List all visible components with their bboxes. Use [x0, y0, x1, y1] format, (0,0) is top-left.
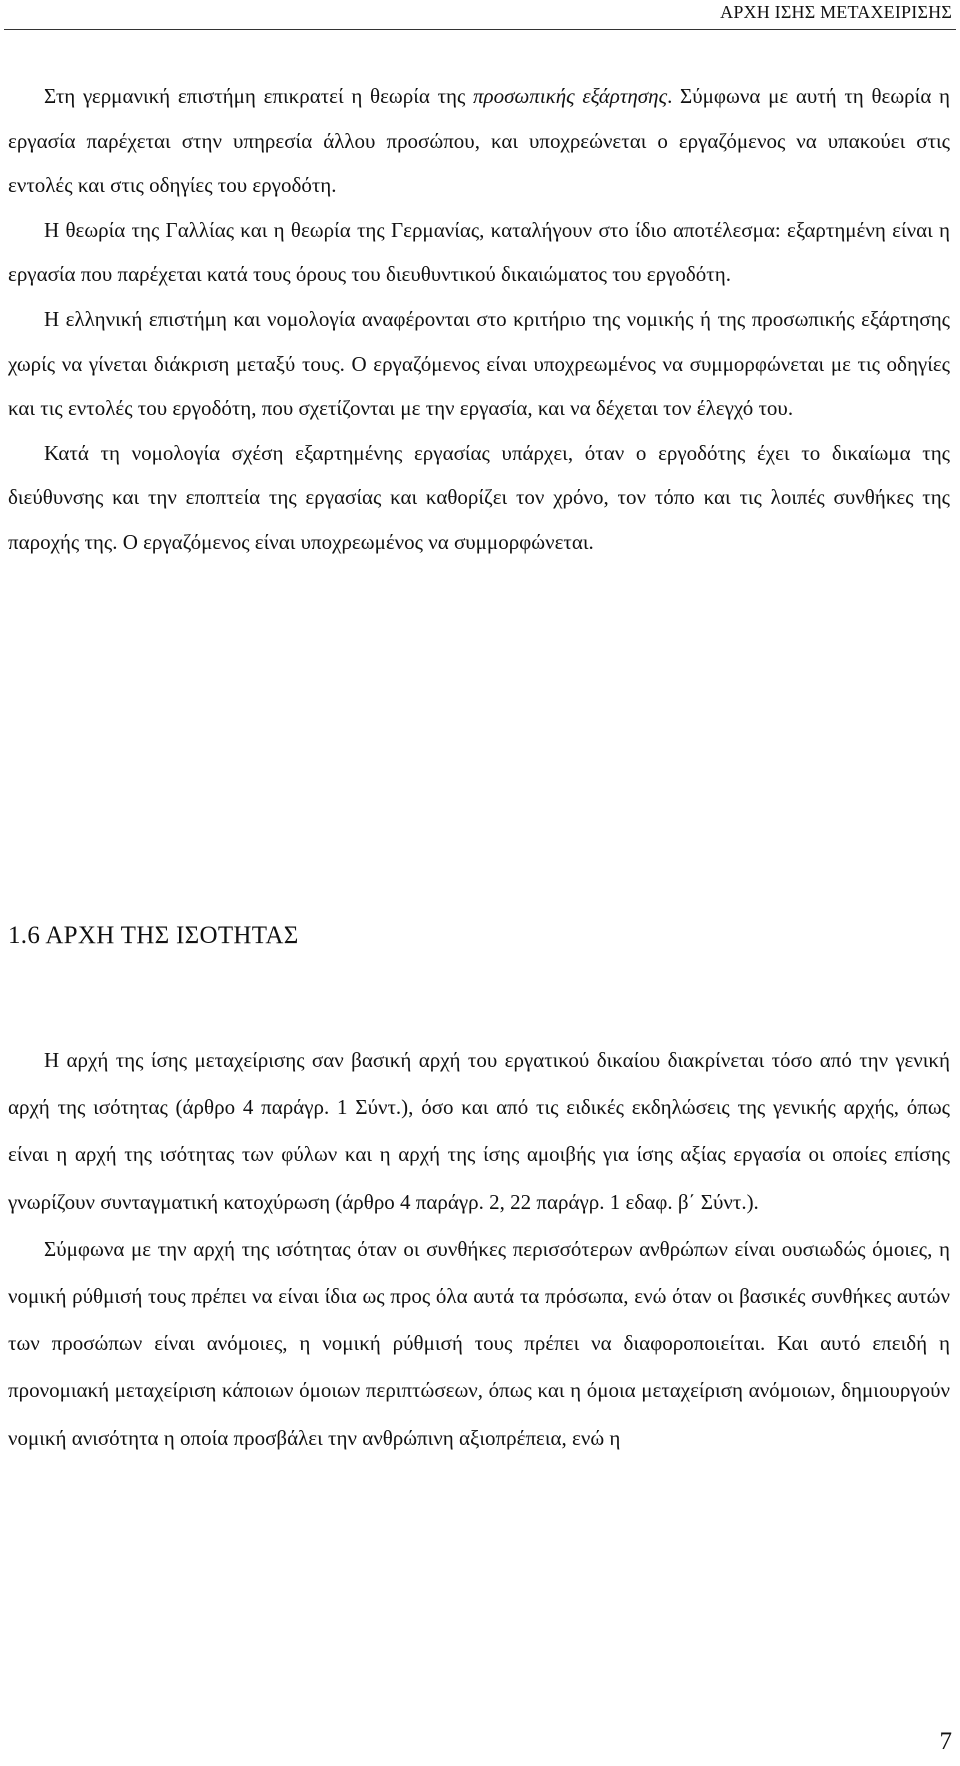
section-title: 1.6 ΑΡΧΗ ΤΗΣ ΙΣΟΤΗΤΑΣ: [8, 922, 299, 949]
paragraph-equal-treatment: Η αρχή της ίσης μεταχείρισης σαν βασική αρχή του εργατικού δικαίου διακρίνεται τόσο από την γενική αρχή της ισότητας (άρθρο 4 παράγρ. 1 Σύντ.), όσο και από τις ειδικές εκδηλώσεις της γενικής αρχής, όπως είναι η αρχή της ισότητας των φύλων και η αρχή της ίσης αμοιβής για ίσης αξίας εργασία οι οποίες επίσης γνωρίζουν συνταγματική κατοχύρωση (άρθρο 4 παράγρ. 2, 22 παράγρ. 1 εδαφ. β΄ Σύντ.).: [8, 1048, 950, 1214]
header-rule: [4, 29, 956, 30]
paragraph-equality-principle: Σύμφωνα με την αρχή της ισότητας όταν οι συνθήκες περισσότερων ανθρώπων είναι ουσιωδώς όμοιες, η νομική ρύθμισή τους πρέπει να είναι ίδια ως προς όλα αυτά τα πρόσωπα, ενώ όταν οι βασικές συνθήκες αυτών των προσώπων είναι ανόμοιες, η νομική ρύθμισή τους πρέπει να διαφοροποιείται. Και αυτό επειδή η προνομιακή μεταχείριση κάποιων όμοιων περιπτώσεων, όπως και η όμοια μεταχείριση ανόμοιων, δημιουργούν νομική ανισότητα η οποία προσβάλει την ανθρώπινη αξιοπρέπεια, ενώ η: [8, 1236, 950, 1450]
intro-text: [8, 74, 950, 565]
paragraph-greek-doctrine: Η ελληνική επιστήμη και νομολογία αναφέρονται στο κριτήριο της νομικής ή της προσωπικής εξάρτησης χωρίς να γίνεται διάκριση μεταξύ τους. Ο εργαζόμενος είναι υποχρεωμένος να συμμορφώνεται με τις οδηγίες και τις εντολές του εργοδότη, που σχετίζονται με την εργασία, και να δέχεται τον έλεγχό του.: [8, 306, 950, 421]
emphasis-text: προσωπικής εξάρτησης: [473, 84, 668, 108]
paragraph-case-law: Κατά τη νομολογία σχέση εξαρτημένης εργασίας υπάρχει, όταν ο εργοδότης έχει το δικαίωμα της διεύθυνσης και την εποπτεία της εργασίας και καθορίζει τον χρόνο, τον τόπο και τις λοιπές συνθήκες της παροχής της. Ο εργαζόμενος είναι υποχρεωμένος να συμμορφώνεται.: [8, 440, 950, 554]
paragraph-text: . Σύμφωνα με αυτή τη θεωρία η εργασία παρέχεται στην υπηρεσία άλλου προσώπου, και υποχρεώνεται ο εργαζόμενος να υπακούει στις εντολές και στις οδηγίες του εργοδότη.: [8, 84, 951, 198]
paragraph-personal-dependence: [8, 74, 950, 208]
paragraph-theories-outcome: Η θεωρία της Γαλλίας και η θεωρία της Γερμανίας, καταλήγουν στο ίδιο αποτέλεσμα: εξαρτημένη είναι η εργασία που παρέχεται κατά τους όρους του διευθυντικού δικαιώματος του εργοδότη.: [8, 217, 950, 287]
page-number: 7: [939, 1728, 952, 1755]
paragraph-text: Στη γερμανική επιστήμη επικρατεί η θεωρία της: [44, 84, 474, 108]
section-text: [8, 1037, 950, 1462]
running-header: ΑΡΧΗ ΙΣΗΣ ΜΕΤΑΧΕΙΡΙΣΗΣ: [720, 2, 952, 22]
